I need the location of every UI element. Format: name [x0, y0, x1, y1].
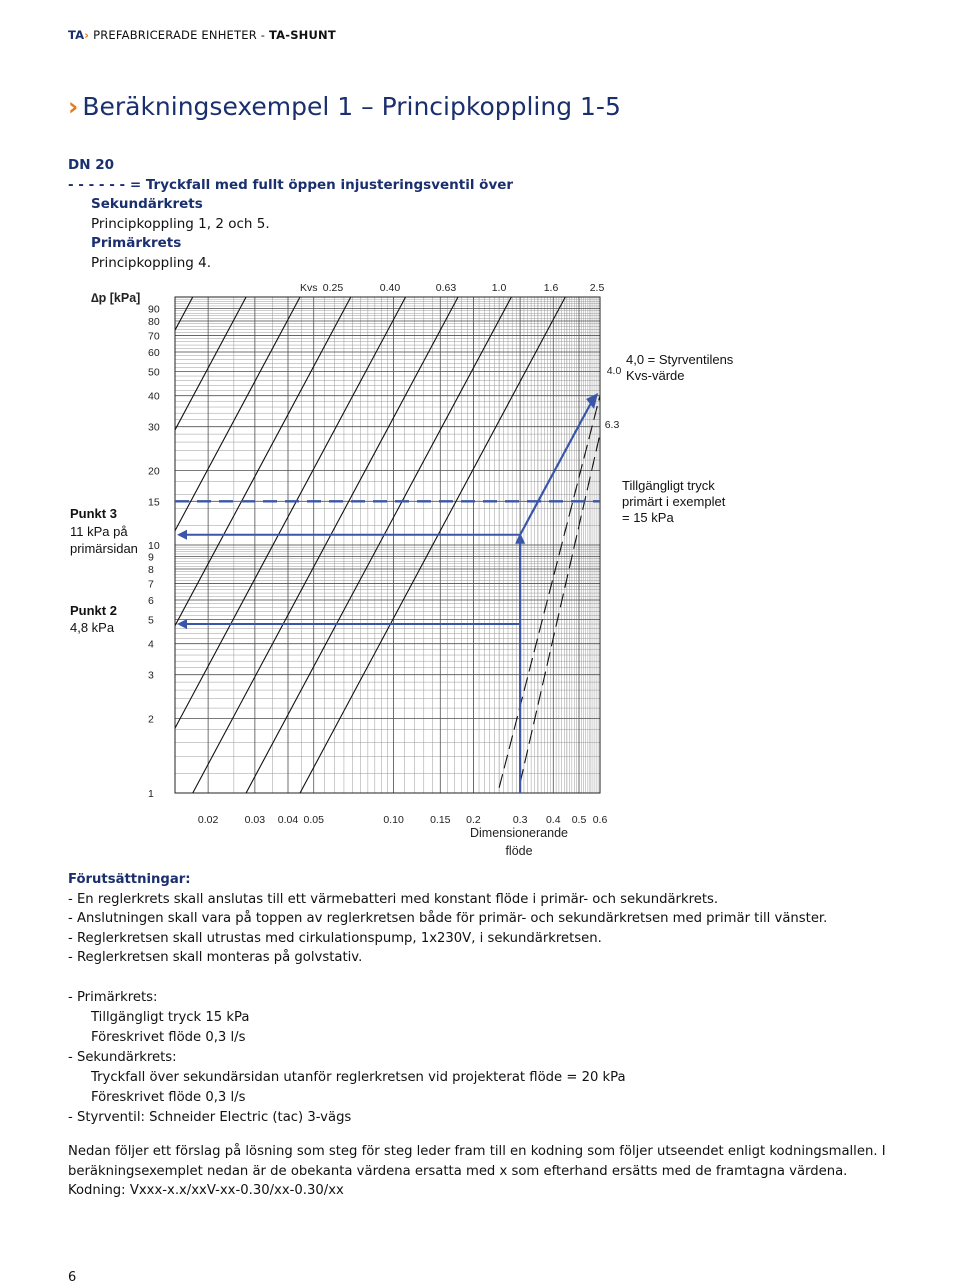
- conclusion-block: [68, 1142, 898, 1201]
- param-secondary: - Sekundärkrets:: [68, 1050, 177, 1065]
- chevron-icon: ›: [84, 28, 90, 42]
- param-valve: - Styrventil: Schneider Electric (tac) 3-vägs: [68, 1110, 352, 1125]
- avail-line1: Tillgängligt tryck: [622, 478, 715, 493]
- condition-item: - Anslutningen skall vara på toppen av reglerkretsen både för primär- och sekundärkretsen med primär till vänster.: [68, 911, 828, 926]
- x-tick-label: 0.05: [303, 814, 324, 826]
- x-tick-label: 0.4: [545, 814, 561, 826]
- secondary-title: Sekundärkrets: [91, 196, 203, 212]
- kvs-note: [626, 352, 733, 384]
- secondary-text: Principkoppling 1, 2 och 5.: [91, 215, 270, 232]
- punkt3-line2: primärsidan: [70, 541, 138, 556]
- kvs-note-line1: 4,0 = Styrventilens: [626, 352, 734, 367]
- x-axis-label: Dimensionerande: [470, 826, 568, 840]
- y-tick-label: 4: [148, 638, 154, 651]
- y-tick-label: 2: [148, 713, 154, 726]
- y-tick-label: 3: [148, 669, 154, 682]
- y-tick-label: 1: [148, 788, 154, 800]
- conclusion-text: Nedan följer ett förslag på lösning som steg för steg leder fram till en kodning som följer utseendet enligt kodningsmallen. I beräkningsexemplet nedan är de obekanta värdena ersatta med x som efterhand ersätts med de framtagna värdena.: [68, 1144, 886, 1179]
- primary-title: Primärkrets: [91, 235, 182, 251]
- kvs-top-label: 0.63: [435, 282, 457, 294]
- y-tick-label: 50: [148, 366, 160, 379]
- kvs-top-label: 2.5: [589, 282, 605, 294]
- title-text: Beräkningsexempel 1 – Principkoppling 1-5: [82, 92, 621, 121]
- brand-logo: TA: [68, 28, 85, 42]
- avail-line2: primärt i exemplet: [622, 494, 726, 509]
- y-tick-label: 40: [148, 390, 160, 403]
- y-tick-label: 90: [148, 303, 160, 316]
- y-tick-label: 15: [148, 496, 160, 509]
- kvs-note-line2: Kvs-värde: [626, 368, 685, 383]
- kvs-prefix: Kvs: [300, 282, 318, 294]
- y-tick-label: 6: [148, 595, 154, 608]
- header-product: TA-SHUNT: [268, 28, 336, 42]
- y-tick-label: 7: [148, 578, 154, 591]
- primary-text: Principkoppling 4.: [91, 254, 212, 271]
- param-secondary-drop: Tryckfall över sekundärsidan utanför reglerkretsen vid projekterat flöde = 20 kPa: [91, 1070, 626, 1085]
- x-tick-label: 0.6: [592, 814, 608, 826]
- kvs-top-label: 1.0: [491, 282, 507, 294]
- y-tick-label: 8: [148, 564, 154, 577]
- kvs-top-label: 0.40: [379, 282, 401, 294]
- punkt2-value: 4,8 kPa: [70, 620, 115, 635]
- kvs-top-label: 0.25: [322, 282, 344, 294]
- y-axis-label: ∆p [kPa]: [91, 291, 141, 305]
- punkt2-title: Punkt 2: [70, 603, 117, 618]
- page-number: 6: [68, 1270, 77, 1285]
- punkt2-arrow-head: [177, 619, 187, 629]
- condition-item: - Reglerkretsen skall utrustas med cirkulationspump, 1x230V, i sekundärkretsen.: [68, 930, 602, 946]
- x-tick-label: 0.15: [430, 814, 451, 826]
- param-secondary-flow: Föreskrivet flöde 0,3 l/s: [91, 1090, 246, 1105]
- param-primary: - Primärkrets:: [68, 990, 158, 1005]
- param-primary-pressure: Tillgängligt tryck 15 kPa: [91, 1010, 250, 1025]
- x-tick-label: 0.04: [277, 814, 299, 826]
- condition-item: - Reglerkretsen skall monteras på golvstativ.: [68, 950, 363, 965]
- chevron-icon: ›: [68, 92, 79, 121]
- dashed-kvs-line: [499, 396, 600, 788]
- y-tick-label: 9: [148, 551, 154, 564]
- y-tick-label: 30: [148, 421, 160, 434]
- y-tick-label: 80: [148, 316, 160, 329]
- condition-item: - En reglerkrets skall anslutas till ett värmebatteri med konstant flöde i primär- och sekundärkrets.: [68, 891, 719, 907]
- x-tick-label: 0.5: [571, 814, 587, 826]
- y-tick-label: 70: [148, 330, 160, 343]
- header-section: PREFABRICERADE ENHETER -: [93, 28, 269, 42]
- legend-text: - - - - - - = Tryckfall med fullt öppen injusteringsventil över: [68, 176, 514, 193]
- params-block: [68, 988, 626, 1128]
- conditions-title: Förutsättningar:: [68, 872, 191, 887]
- conditions-block: [68, 870, 827, 968]
- x-tick-label: 0.02: [197, 814, 219, 826]
- x-axis-label-line2: flöde: [505, 844, 533, 858]
- kvs-right-label: 6.3: [604, 419, 620, 431]
- kvs-right-label: 4.0: [606, 365, 622, 377]
- param-primary-flow: Föreskrivet flöde 0,3 l/s: [91, 1030, 246, 1045]
- y-tick-label: 60: [148, 347, 160, 360]
- x-tick-label: 0.10: [383, 814, 404, 826]
- available-pressure-note: [622, 478, 725, 526]
- conclusion-code: Kodning: Vxxx-x.x/xxV-xx-0.30/xx-0.30/xx: [68, 1183, 344, 1198]
- y-tick-label: 20: [148, 465, 160, 478]
- x-tick-label: 0.3: [512, 814, 528, 826]
- x-tick-label: 0.2: [466, 814, 481, 826]
- x-tick-label: 0.03: [244, 814, 266, 826]
- y-tick-label: 5: [148, 614, 154, 627]
- dn-label: DN 20: [68, 157, 114, 173]
- kvs-top-label: 1.6: [543, 282, 559, 294]
- y-tick-label: 10: [148, 540, 160, 552]
- avail-line3: = 15 kPa: [622, 510, 674, 525]
- punkt3-title: Punkt 3: [70, 506, 117, 521]
- punkt3-line1: 11 kPa på: [70, 524, 128, 539]
- punkt3-arrow-head: [177, 530, 187, 540]
